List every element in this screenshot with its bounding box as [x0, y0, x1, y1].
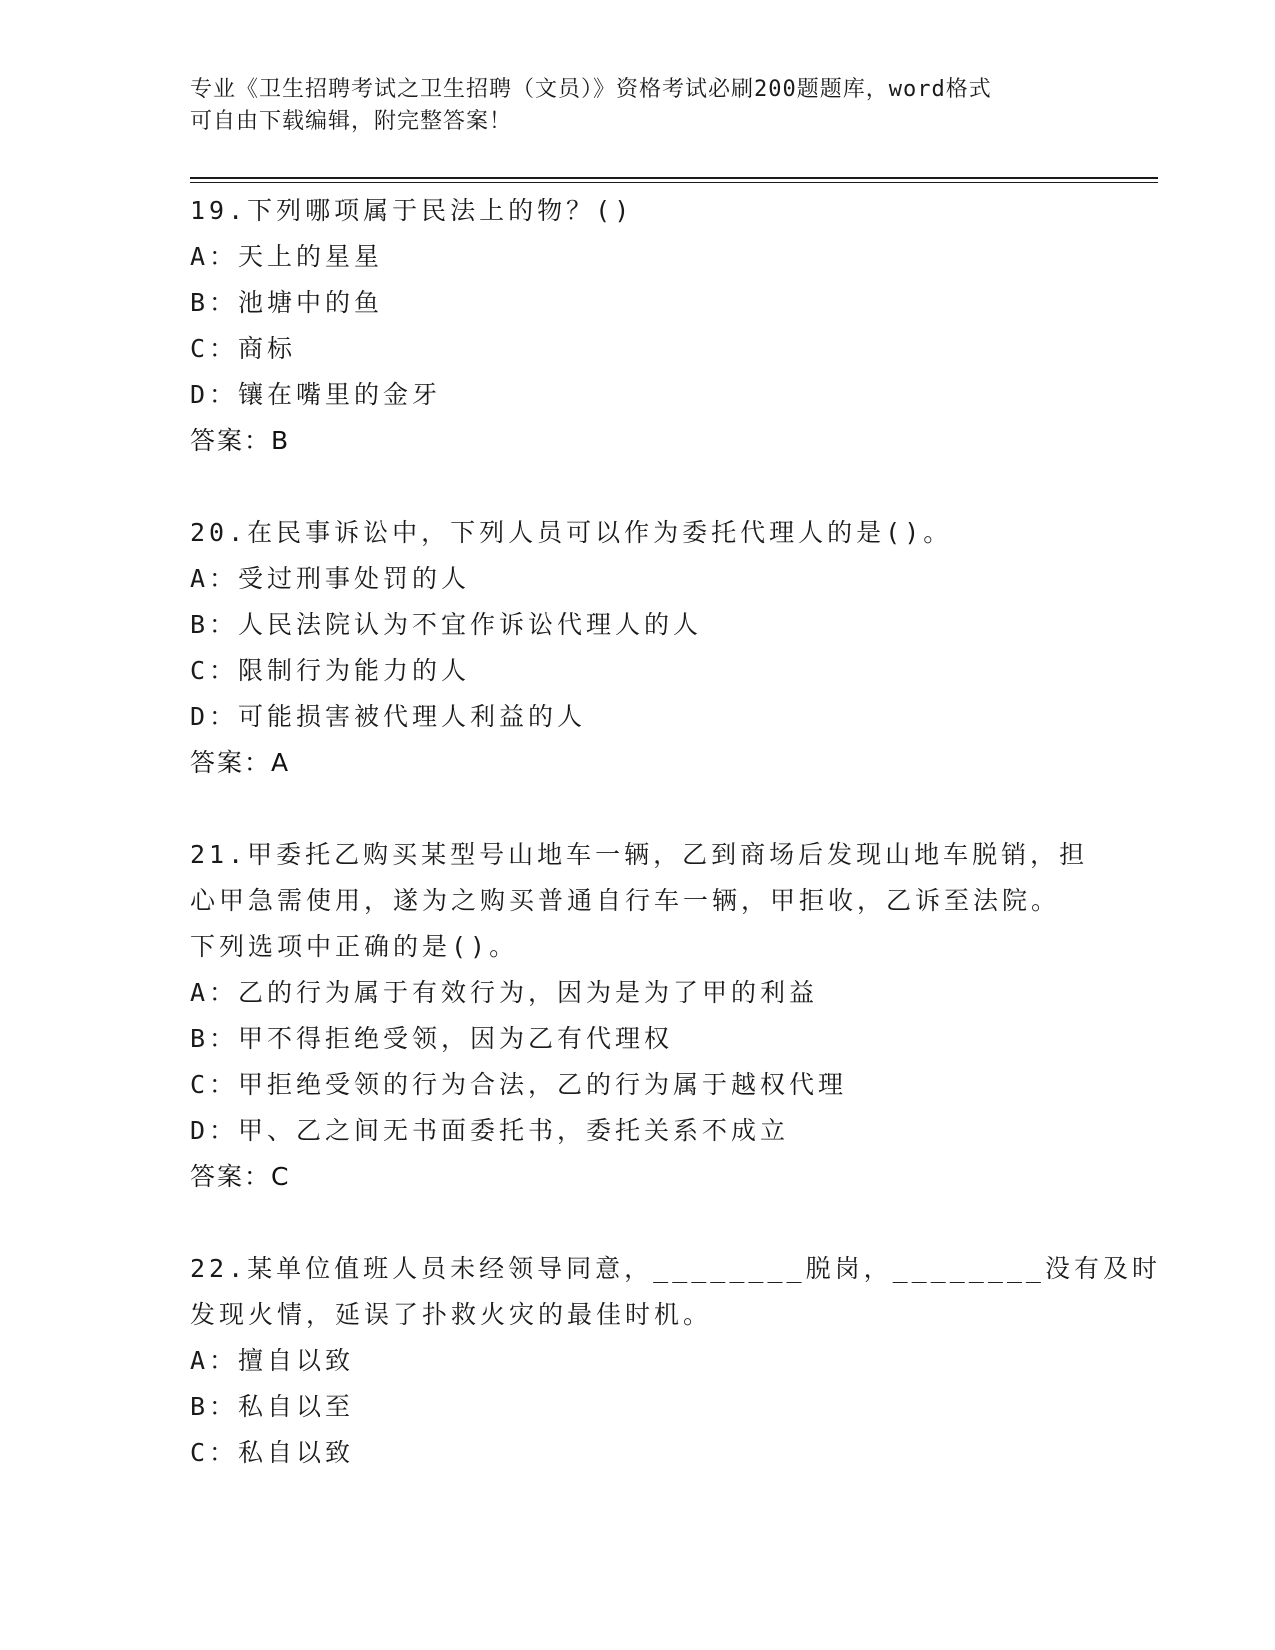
answer-option: C：甲拒绝受领的行为合法，乙的行为属于越权代理 — [190, 1070, 848, 1099]
answer-option: A：擅自以致 — [190, 1346, 355, 1375]
answer-option: D：甲、乙之间无书面委托书，委托关系不成立 — [190, 1116, 790, 1145]
answer-option: A：受过刑事处罚的人 — [190, 564, 471, 593]
header-divider — [190, 177, 1158, 183]
header-title-line-1: 专业《卫生招聘考试之卫生招聘（文员）》资格考试必刷200题题库，word格式 — [190, 77, 992, 102]
answer-option: A：乙的行为属于有效行为，因为是为了甲的利益 — [190, 978, 819, 1007]
answer-option: B：私自以至 — [190, 1392, 355, 1421]
question-stem: 22.某单位值班人员未经领导同意，________脱岗，________没有及时 — [190, 1254, 1161, 1283]
question-stem: 心甲急需使用，遂为之购买普通自行车一辆，甲拒收，乙诉至法院。 — [190, 886, 1061, 915]
question-item — [190, 1246, 1161, 1476]
question-item — [190, 510, 1090, 786]
answer-key: 答案：C — [190, 1162, 291, 1191]
answer-option: D：可能损害被代理人利益的人 — [190, 702, 587, 731]
answer-option: B：人民法院认为不宜作诉讼代理人的人 — [190, 610, 703, 639]
question-list — [190, 188, 1161, 1522]
answer-option: A：天上的星星 — [190, 242, 384, 271]
header-title-line-2: 可自由下载编辑，附完整答案！ — [190, 109, 513, 134]
answer-option: C：限制行为能力的人 — [190, 656, 471, 685]
answer-option: B：甲不得拒绝受领，因为乙有代理权 — [190, 1024, 674, 1053]
answer-key: 答案：A — [190, 748, 291, 777]
question-stem: 下列选项中正确的是()。 — [190, 932, 519, 961]
answer-option: D：镶在嘴里的金牙 — [190, 380, 442, 409]
question-stem: 19.下列哪项属于民法上的物？() — [190, 196, 634, 225]
document-header — [190, 74, 1090, 138]
answer-option: C：私自以致 — [190, 1438, 355, 1467]
answer-key: 答案：B — [190, 426, 291, 455]
question-stem: 21.甲委托乙购买某型号山地车一辆，乙到商场后发现山地车脱销，担 — [190, 840, 1089, 869]
question-item — [190, 188, 1090, 464]
answer-option: B：池塘中的鱼 — [190, 288, 384, 317]
question-stem: 发现火情，延误了扑救火灾的最佳时机。 — [190, 1300, 713, 1329]
question-item — [190, 832, 1090, 1200]
question-stem: 20.在民事诉讼中，下列人员可以作为委托代理人的是()。 — [190, 518, 953, 547]
answer-option: C：商标 — [190, 334, 297, 363]
